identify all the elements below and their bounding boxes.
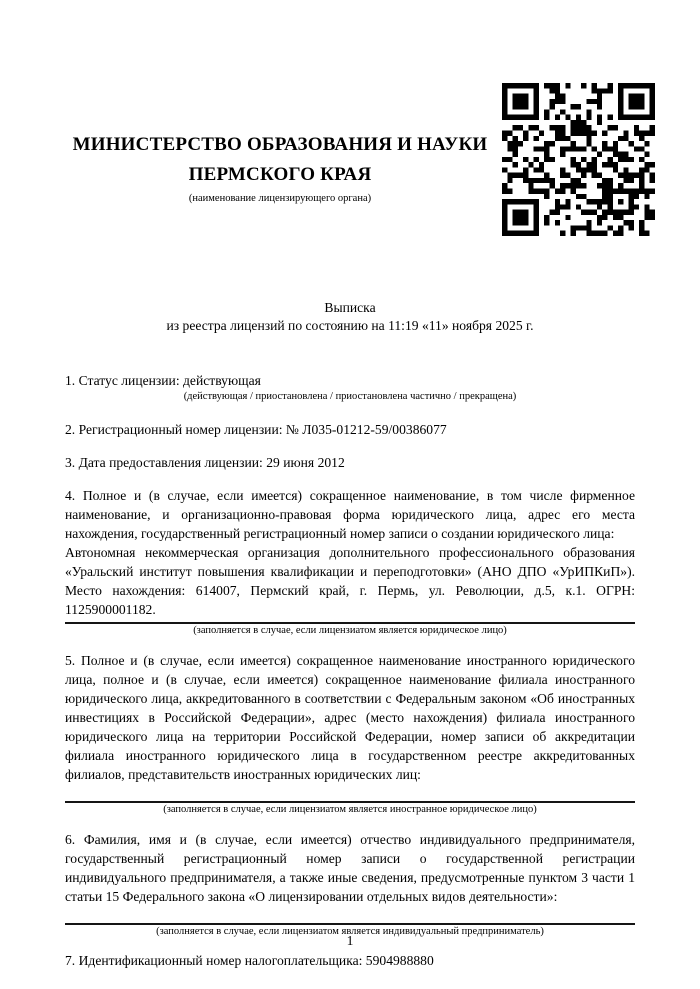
document-title (65, 299, 635, 335)
item-4-legal-entity (65, 486, 635, 637)
document-title-line1: Выписка (324, 300, 376, 315)
document-title-line2: из реестра лицензий по состоянию на 11:19 «11» ноября 2025 г. (166, 318, 534, 333)
item-3-license-date: 3. Дата предоставления лицензии: 29 июня 2012 (65, 455, 345, 470)
item-5-note: (заполняется в случае, если лицензиатом является иностранное юридическое лицо) (163, 804, 537, 815)
document-body (65, 299, 635, 970)
item-5-empty-value (65, 784, 635, 798)
item-2-registration-number: 2. Регистрационный номер лицензии: № Л035-01212-59/00386077 (65, 422, 447, 437)
licensing-authority-header (58, 130, 502, 205)
item-7-taxpayer-number: 7. Идентификационный номер налогоплательщика: 5904988880 (65, 953, 434, 968)
item-5-text: 5. Полное и (в случае, если имеется) сокращенное наименование иностранного юридического лица, полное и (в случае, если имеется) сокращенное наименование филиала иностранного юридического лица, аккредитованного в соответствии с Федеральным законом «Об иностранных инвестициях в Российской Федерации», адрес (место нахождения) филиала иностранного юридического лица на территории Российской Федерации, номер записи об аккредитации филиала иностранного юридического лица в государственном реестре аккредитованных филиалов, представительств иностранных юридических лиц: (65, 653, 635, 782)
item-5-foreign-entity (65, 651, 635, 816)
item-6-empty-value (65, 906, 635, 920)
item-1-note: (действующая / приостановлена / приостановлена частично / прекращена) (183, 391, 517, 402)
item-1-license-status: 1. Статус лицензии: действующая (65, 373, 261, 388)
item-4-value: Автономная некоммерческая организация дополнительного профессионального образования «Уральский институт повышения квалификации и переподготовки» (АНО ДПО «УрИПКиП»). Место нахождения: 614007, Пермский край, г. Пермь, ул. Революции, д.5, к.1. ОГРН: 1125900001182. (65, 545, 635, 617)
page-number: 1 (346, 933, 354, 948)
qr-code (502, 83, 655, 236)
item-6-note: (заполняется в случае, если лицензиатом является индивидуальный предприниматель) (156, 926, 544, 937)
item-4-text: 4. Полное и (в случае, если имеется) сокращенное наименование, в том числе фирменное наименование, и организационно-правовая форма юридического лица, адрес его места нахождения, государственный регистрационный номер записи о создании юридического лица: (65, 488, 635, 541)
licensing-authority-caption: (наименование лицензирующего органа) (188, 193, 372, 204)
item-4-note: (заполняется в случае, если лицензиатом является юридическое лицо) (193, 625, 507, 636)
ministry-name-line1: МИНИСТЕРСТВО ОБРАЗОВАНИЯ И НАУКИ (72, 134, 488, 155)
item-6-text: 6. Фамилия, имя и (в случае, если имеется) отчество индивидуального предпринимателя, государственный регистрационный номер записи о государственной регистрации индивидуального предпринимателя, а также иные сведения, предусмотренные пунктом 3 части 1 статьи 15 Федерального закона «О лицензировании отдельных видов деятельности»: (65, 832, 635, 904)
ministry-name-line2: ПЕРМСКОГО КРАЯ (188, 164, 372, 185)
item-6-individual-entrepreneur (65, 830, 635, 938)
